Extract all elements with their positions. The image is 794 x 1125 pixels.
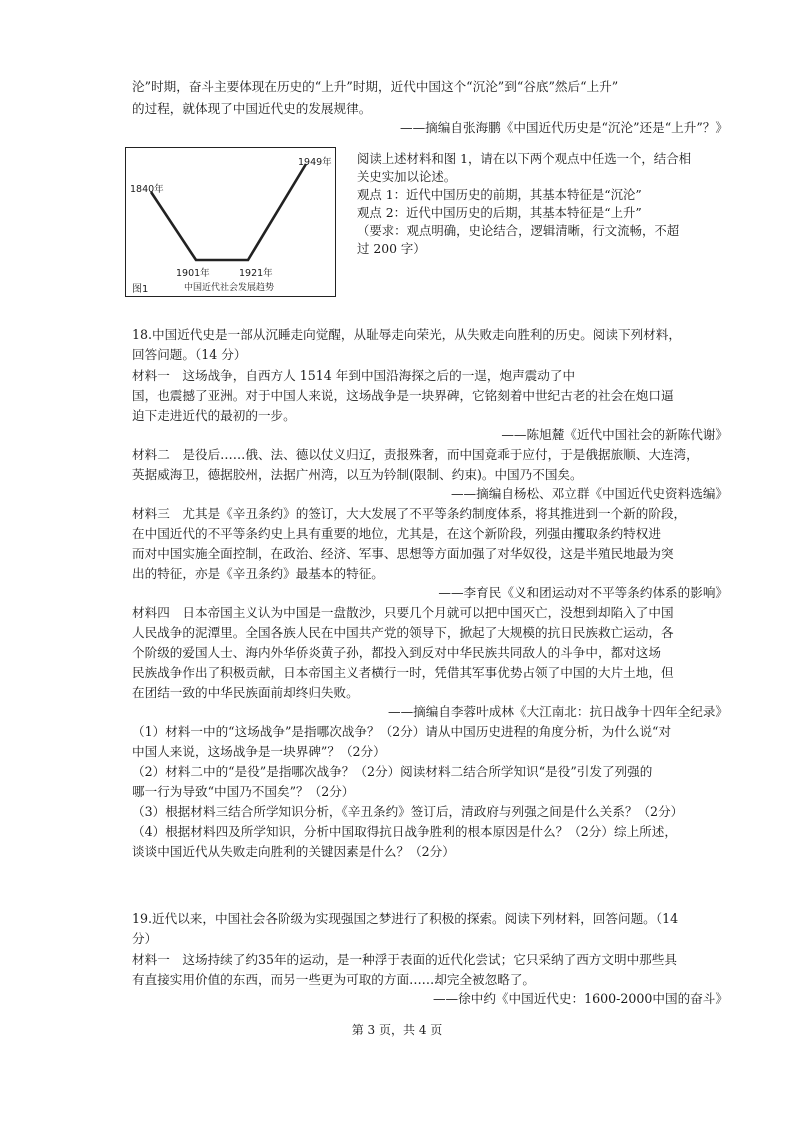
task-line-3: 观点 1：近代中国历史的前期，其基本特征是“沉沦” [357,187,642,202]
trend-line [151,164,306,260]
intro-line-2: 的过程，就体现了中国近代史的发展规律。 [132,101,372,116]
intro-line-1: 沦”时期，奋斗主要体现在历史的“上升”时期，近代中国这个“沉沦”到“谷底”然后“上升” [132,79,619,94]
q18-question-line: 哪一行为导致“中国乃不国矣”？（2分） [132,784,355,799]
q18-question-line: （4）根据材料四及所学知识，分析中国取得抗日战争胜利的根本原因是什么？（2分）综上所述， [132,824,677,839]
q19-material-1-line: 有直接实用价值的东西，而另一些更为可取的方面……却完全被忽略了。 [132,972,535,987]
trend-line-chart [126,148,337,298]
q18-material-4-line: 在团结一致的中华民族面前却终归失败。 [132,685,359,700]
q19-material-1-line: 材料一 这场持续了约35年的运动，是一种浮于表面的近代化尝试；它只采纳了西方文明中那些具 [132,952,677,967]
figure-1 [125,147,336,297]
q18-material-2-source: ——摘编自杨松、邓立群《中国近代史资料选编》 [450,486,728,501]
q18-material-4-line: 材料四 日本帝国主义认为中国是一盘散沙，只要几个月就可以把中国灭亡，没想到却陷入了中国 [132,605,674,620]
q19-stem-1: 19.近代以来，中国社会各阶级为实现强国之梦进行了积极的探索。阅读下列材料，回答问题。（14 [132,911,679,926]
q18-material-3-line: 而对中国实施全面控制，在政治、经济、军事、思想等方面加强了对华奴役，这是半殖民地最为突 [132,546,674,561]
q18-material-4-line: 人民战争的泥潭里。全国各族人民在中国共产党的领导下，掀起了大规模的抗日民族救亡运动，各 [132,625,674,640]
label-1949: 1949年 [298,157,332,168]
q18-question-line: （2）材料二中的“是役”是指哪次战争？（2分）阅读材料二结合所学知识“是役”引发了列强的 [132,764,653,779]
q18-material-4-source: ——摘编自李蓉叶成林《大江南北：抗日战争十四年全纪录》 [387,704,728,719]
task-line-5: （要求：观点明确，史论结合，逻辑清晰，行文流畅，不超 [357,223,680,238]
q18-material-1-line: 国，也震撼了亚洲。对于中国人来说，这场战争是一块界碑，它铭刻着中世纪古老的社会在炮口逼 [132,388,674,403]
q18-material-3-line: 材料三 尤其是《辛丑条约》的签订，大大发展了不平等条约制度体系，将其推进到一个新的阶段， [132,506,687,521]
q19-material-1-source: ——徐中约《中国近代史：1600-2000中国的奋斗》 [432,991,728,1006]
figure-caption-text: 中国近代社会发展趋势 [184,283,275,293]
figure-caption-number: 图1 [132,284,149,295]
page-number-footer: 第 3 页，共 4 页 [351,1023,443,1037]
task-line-2: 关史实加以论述。 [357,169,457,184]
q18-question-line: （3）根据材料三结合所学知识分析，《辛丑条约》签订后，清政府与列强之间是什么关系？（2分） [132,804,684,819]
task-line-6: 过 200 字） [357,241,426,256]
q18-material-3-line: 出的特征，亦是《辛丑条约》最基本的特征。 [132,566,384,581]
q18-question-line: 谈谈中国近代从失败走向胜利的关键因素是什么？（2分） [132,844,455,859]
q18-material-4-line: 个阶级的爱国人士、海内外华侨炎黄子孙，都投入到反对中华民族共同敌人的斗争中，都对这场 [132,645,661,660]
task-line-1: 阅读上述材料和图 1，请在以下两个观点中任选一个，结合相 [357,151,691,166]
q18-stem-1: 18.中国近代史是一部从沉睡走向觉醒，从耻辱走向荣光，从失败走向胜利的历史。阅读下列材料， [132,327,681,342]
q18-material-2-line: 英据威海卫，德据胶州，法据广州湾，以互为钤制(限制、约束)。中国乃不国矣。 [132,467,583,482]
intro-source: ——摘编自张海鹏《中国近代历史是“沉沦”还是“上升”？》 [399,120,728,135]
q18-stem-2: 回答问题。（14 分） [132,347,247,362]
q18-question-line: 中国人来说，这场战争是一块界碑”？（2分） [132,744,386,759]
label-1901: 1901年 [176,268,210,279]
q19-stem-2: 分） [132,931,158,946]
task-line-4: 观点 2：近代中国历史的后期，其基本特征是“上升” [357,205,642,220]
q18-material-1-line: 材料一 这场战争，自西方人 1514 年到中国沿海探之后的一逞，炮声震动了中 [132,368,576,383]
q18-material-3-source: ——李育民《义和团运动对不平等条约体系的影响》 [438,585,728,600]
label-1921: 1921年 [239,268,273,279]
q18-material-2-line: 材料二 是役后……俄、法、德以仗义归辽，责报殊奢，而中国竟乖于应付，于是俄据旅顺、大连湾， [132,447,699,462]
q18-question-line: （1）材料一中的“这场战争”是指哪次战争？（2分）请从中国历史进程的角度分析，为什么说“对 [132,724,672,739]
q18-material-4-line: 民族战争作出了积极贡献，日本帝国主义者横行一时，凭借其军事优势占领了中国的大片土地，但 [132,665,674,680]
q18-material-1-line: 迫下走进近代的最初的一步。 [132,408,296,423]
q18-material-1-source: ——陈旭麓《近代中国社会的新陈代谢》 [501,427,728,442]
label-1840: 1840年 [130,184,164,195]
q18-material-3-line: 在中国近代的不平等条约史上具有重要的地位，尤其是，在这个新阶段，列强由攫取条约特权进 [132,526,661,541]
